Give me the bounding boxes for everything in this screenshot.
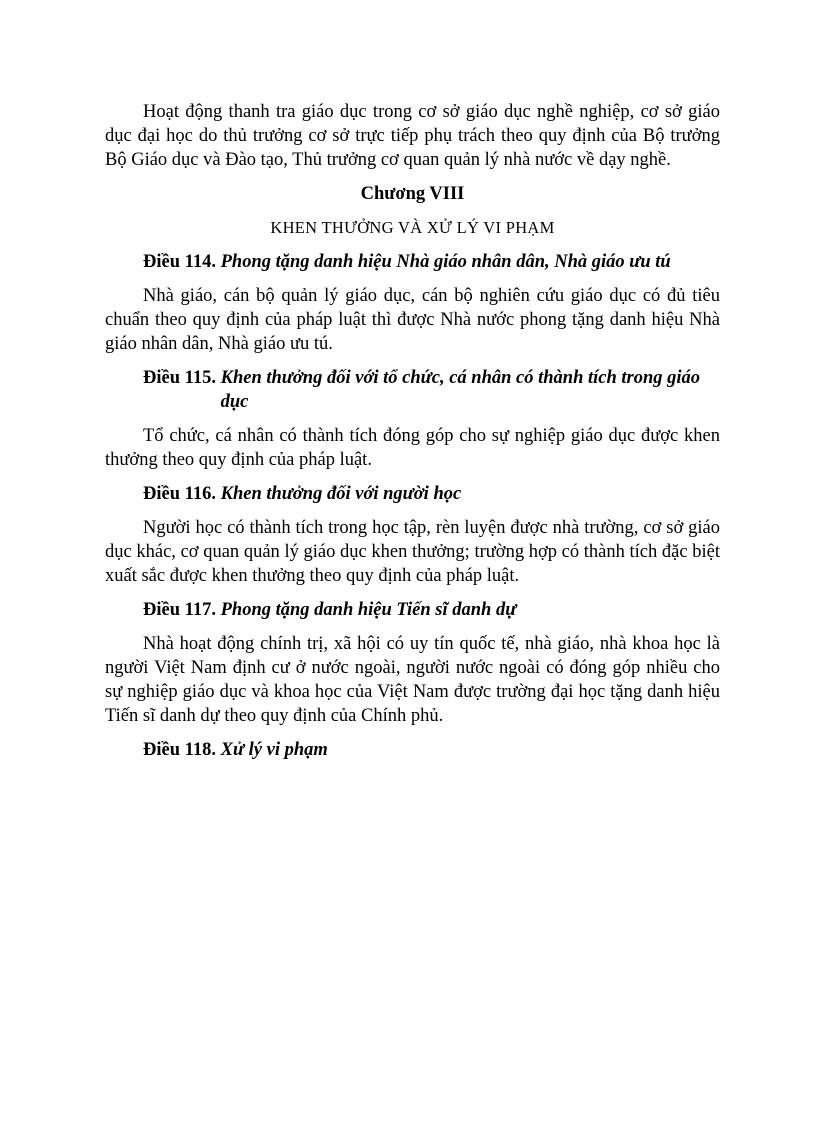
- article-number: Điều 115.: [143, 368, 221, 388]
- article-115-heading: [105, 366, 720, 414]
- article-117-body: Nhà hoạt động chính trị, xã hội có uy tín quốc tế, nhà giáo, nhà khoa học là người Việt Nam định cư ở nước ngoài, người nước ngoài có đóng góp nhiều cho sự nghiệp giáo dục và khoa học của Việt Nam được trường đại học tặng danh hiệu Tiến sĩ danh dự theo quy định của Chính phủ.: [105, 634, 720, 726]
- article-number: Điều 116.: [143, 484, 221, 504]
- article-title: Khen thưởng đối với tổ chức, cá nhân có thành tích trong giáo dục: [220, 368, 701, 412]
- article-title: Phong tặng danh hiệu Nhà giáo nhân dân, Nhà giáo ưu tú: [220, 252, 671, 272]
- article-title: Xử lý vi phạm: [220, 740, 328, 760]
- chapter-subtitle: KHEN THƯỞNG VÀ XỬ LÝ VI PHẠM: [270, 218, 555, 237]
- chapter-title: Chương VIII: [360, 184, 465, 204]
- article-118-heading: [105, 738, 720, 762]
- article-title: Khen thưởng đối với người học: [220, 484, 462, 504]
- document-content: [105, 100, 720, 772]
- article-number: Điều 114.: [143, 252, 221, 272]
- article-116-body: Người học có thành tích trong học tập, rèn luyện được nhà trường, cơ sở giáo dục khác, cơ quan quản lý giáo dục khen thưởng; trường hợp có thành tích đặc biệt xuất sắc được khen thưởng theo quy định của pháp luật.: [105, 518, 720, 586]
- article-number: Điều 117.: [143, 600, 221, 620]
- article-117-heading: [105, 598, 720, 622]
- intro-paragraph: Hoạt động thanh tra giáo dục trong cơ sở giáo dục nghề nghiệp, cơ sở giáo dục đại học do thủ trưởng cơ sở trực tiếp phụ trách theo quy định của Bộ trưởng Bộ Giáo dục và Đào tạo, Thủ trưởng cơ quan quản lý nhà nước về dạy nghề.: [105, 102, 720, 170]
- article-number: Điều 118.: [143, 740, 221, 760]
- article-114-heading: [105, 250, 720, 274]
- article-116-heading: [105, 482, 720, 506]
- article-115-body: Tổ chức, cá nhân có thành tích đóng góp cho sự nghiệp giáo dục được khen thưởng theo quy định của pháp luật.: [105, 426, 720, 470]
- article-114-body: Nhà giáo, cán bộ quản lý giáo dục, cán bộ nghiên cứu giáo dục có đủ tiêu chuẩn theo quy định của pháp luật thì được Nhà nước phong tặng danh hiệu Nhà giáo nhân dân, Nhà giáo ưu tú.: [105, 286, 720, 354]
- article-title: Phong tặng danh hiệu Tiến sĩ danh dự: [220, 600, 517, 620]
